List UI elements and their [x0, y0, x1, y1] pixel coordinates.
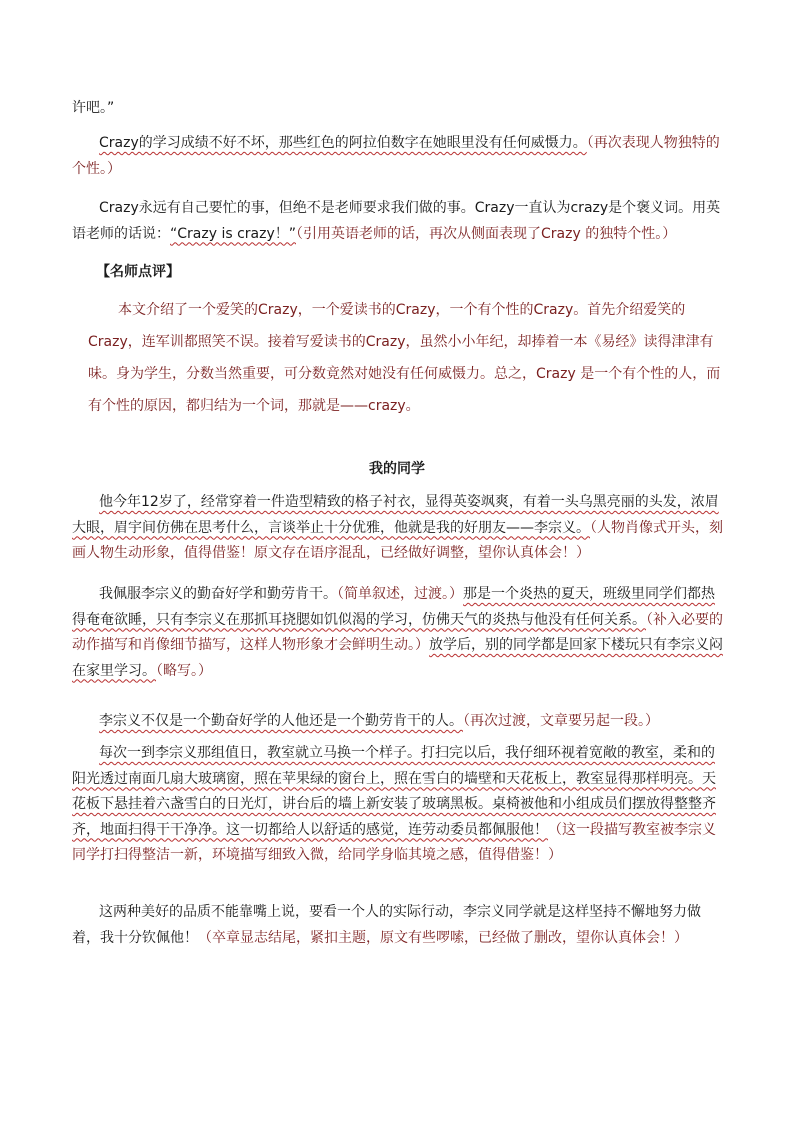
text: Crazy永远有自己要忙的事，但绝不是老师要求我们做的事。Crazy一直认为crazy是个褒义词。用英语老师的话说：: [72, 200, 721, 242]
underlined-text: 放学后，别的同学都是回家下楼玩只有李宗义闷在家里学习。: [72, 637, 723, 679]
underlined-text: 每次一到李宗义那组值日，教室就立马换一个样子。打扫完以后，我仔细环视着宽敞的教室，柔和的阳光透过南面几扇大玻璃窗，照在苹果绿的窗台上，照在雪白的墙壁和天花板上，教室显得那样明亮。天花板下悬挂着六盏雪白的日光灯，讲台后的墙上新安装了玻璃黑板。桌椅被他和小组成员们摆放得整整齐齐，地面扫得干干净净。这一切都给人以舒适的感觉，连劳动委员都佩服他！: [72, 745, 716, 838]
annotation: （再次过渡，文章要另起一段。）: [463, 713, 659, 729]
annotation: （卒章显志结尾，紧扣主题，原文有些啰嗦，已经做了删改，望你认真体会！）: [198, 929, 688, 946]
essay-paragraph-2: [72, 582, 724, 684]
underlined-text: 李宗义不仅是一个勤奋好学的人他还是一个勤劳肯干的人。: [99, 713, 463, 729]
annotation: （人物肖像式开头，刻画人物生动形象，值得借鉴！原文存在语序混乱，已经做好调整，望你认真体会！）: [72, 519, 723, 561]
annotation: （引用英语老师的话，再次从侧面表现了Crazy 的独特个性。）: [296, 225, 677, 242]
quote: “Crazy is crazy！”: [170, 225, 296, 242]
paragraph-1: [72, 96, 724, 122]
annotation: （略写。）: [156, 662, 212, 679]
text: 这两种美好的品质不能靠嘴上说，要看一个人的实际行动，李宗义同学就是这样坚持不懈地努力做着，我十分钦佩他！: [72, 904, 701, 946]
essay-paragraph-3: [72, 709, 724, 735]
annotation: （补入必要的动作描写和肖像细节描写，这样人物形象才会鲜明生动。）: [72, 611, 723, 653]
essay-paragraph-1: [72, 490, 724, 567]
essay-title: 我的同学: [369, 461, 425, 477]
annotation: （再次表现人物独特的个性。）: [72, 135, 720, 177]
paragraph-3: [72, 196, 724, 247]
annotation: （这一段描写教室被李宗义同学打扫得整洁一新，环境描写细致入微，给同学身临其境之感，值得借鉴！）: [72, 821, 716, 863]
essay-paragraph-5: [72, 900, 724, 951]
paragraph-2: [72, 131, 724, 182]
text: 我佩服李宗义的勤奋好学和勤劳肯干。: [99, 586, 337, 602]
teacher-comment: 本文介绍了一个爱笑的Crazy，一个爱读书的Crazy，一个有个性的Crazy。首先介绍爱笑的Crazy，连军训都照笑不误。接着写爱读书的Crazy，虽然小小年纪，却捧着一本《易经》读得津津有味。身为学生，分数当然重要，可分数竟然对她没有任何威慑力。总之，Crazy 是一个有个性的人，而有个性的原因，都归结为一个词，那就是——crazy。: [88, 302, 721, 414]
underlined-text: 那是一个炎热的夏天，班级里同学们都热得奄奄欲睡，只有李宗义在那抓耳挠腮如饥似渴的学习，仿佛天气的炎热与他没有任何关系。: [72, 586, 715, 628]
text: 许吧。”: [72, 100, 115, 116]
underlined-text: Crazy的学习成绩不好不坏，那些红色的阿拉伯数字在她眼里没有任何威慑力。: [99, 135, 587, 151]
annotation: （简单叙述，过渡。）: [337, 586, 463, 602]
essay-paragraph-4: [72, 741, 724, 869]
underlined-text: 他今年12岁了，经常穿着一件造型精致的格子衬衣，显得英姿飒爽，有着一头乌黑亮丽的头发，浓眉大眼，眉宇间仿佛在思考什么，言谈举止十分优雅，他就是我的好朋友——李宗义。: [72, 494, 719, 536]
section-heading: 【名师点评】: [96, 264, 180, 280]
